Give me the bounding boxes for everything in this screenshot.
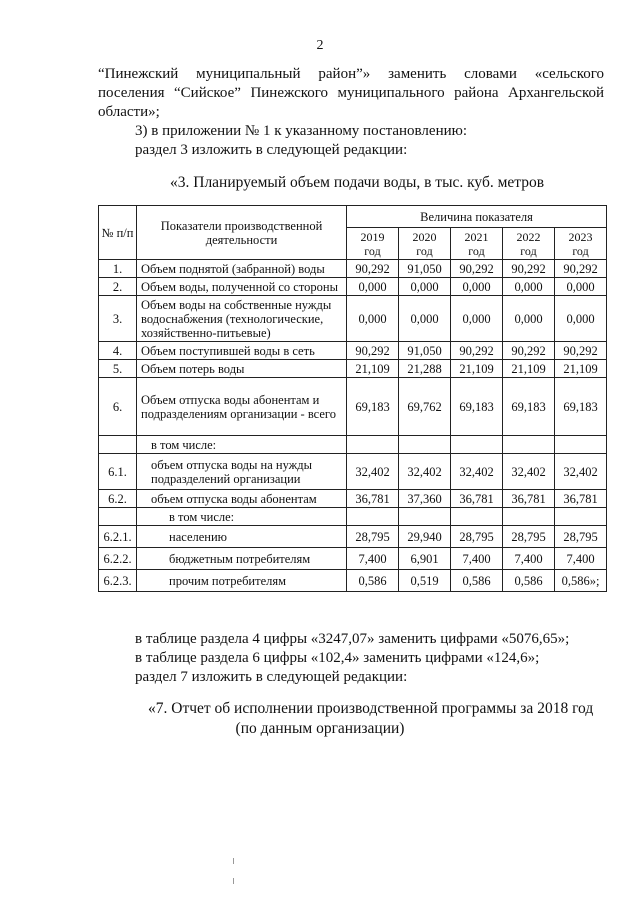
header-indicators bbox=[137, 206, 347, 260]
after-line-2: в таблице раздела 6 цифры «102,4» заменить цифрами «124,6»; bbox=[135, 650, 540, 666]
row-value: 69,183 bbox=[451, 378, 503, 436]
row-num: 6. bbox=[99, 378, 137, 436]
table-row bbox=[99, 570, 607, 592]
row-value: 90,292 bbox=[347, 260, 399, 278]
row-label: Объем потерь воды bbox=[137, 360, 347, 378]
table-row bbox=[99, 296, 607, 342]
row-value: 0,000 bbox=[399, 278, 451, 296]
row-label: Объем воды, полученной со стороны bbox=[137, 278, 347, 296]
row-value: 0,000 bbox=[555, 278, 607, 296]
row-label: населению bbox=[137, 526, 347, 548]
row-value bbox=[451, 508, 503, 526]
row-label: объем отпуска воды на нужды подразделений организации bbox=[137, 454, 347, 490]
header-value: Величина показателя bbox=[347, 206, 607, 228]
year-unit: год bbox=[416, 243, 433, 258]
row-value: 37,360 bbox=[399, 490, 451, 508]
row-value bbox=[451, 436, 503, 454]
row-value: 69,183 bbox=[503, 378, 555, 436]
row-num: 2. bbox=[99, 278, 137, 296]
row-value: 90,292 bbox=[451, 260, 503, 278]
row-value: 36,781 bbox=[451, 490, 503, 508]
row-value: 69,762 bbox=[399, 378, 451, 436]
row-value: 0,000 bbox=[451, 296, 503, 342]
scan-speck bbox=[233, 858, 234, 864]
year-unit: год bbox=[520, 243, 537, 258]
row-value: 0,000 bbox=[399, 296, 451, 342]
table-row bbox=[99, 342, 607, 360]
row-value bbox=[555, 436, 607, 454]
year-unit: год bbox=[572, 243, 589, 258]
row-value bbox=[347, 508, 399, 526]
row-value: 0,586»; bbox=[555, 570, 607, 592]
row-value: 7,400 bbox=[555, 548, 607, 570]
row-value: 0,000 bbox=[503, 278, 555, 296]
year-number: 2023 bbox=[568, 229, 593, 244]
row-value: 36,781 bbox=[347, 490, 399, 508]
row-value: 29,940 bbox=[399, 526, 451, 548]
row-value: 0,519 bbox=[399, 570, 451, 592]
row-value: 28,795 bbox=[451, 526, 503, 548]
table-row bbox=[99, 360, 607, 378]
row-value bbox=[555, 508, 607, 526]
row-label: бюджетным потребителям bbox=[137, 548, 347, 570]
table-row bbox=[99, 436, 607, 454]
row-value bbox=[347, 436, 399, 454]
row-value: 32,402 bbox=[399, 454, 451, 490]
row-num: 6.2.2. bbox=[99, 548, 137, 570]
row-label: Объем поднятой (забранной) воды bbox=[137, 260, 347, 278]
row-value: 91,050 bbox=[399, 260, 451, 278]
row-value: 32,402 bbox=[451, 454, 503, 490]
row-label: объем отпуска воды абонентам bbox=[137, 490, 347, 508]
row-value: 21,109 bbox=[503, 360, 555, 378]
table-row bbox=[99, 508, 607, 526]
intro-line-2: поселения “Сийское” Пинежского муниципального района Архангельской bbox=[98, 85, 604, 101]
row-value: 21,109 bbox=[451, 360, 503, 378]
row-num: 6.2. bbox=[99, 490, 137, 508]
row-value: 69,183 bbox=[347, 378, 399, 436]
row-num: 4. bbox=[99, 342, 137, 360]
scan-speck bbox=[233, 878, 234, 884]
row-value: 0,586 bbox=[451, 570, 503, 592]
page-number: 2 bbox=[316, 38, 324, 53]
row-value: 90,292 bbox=[503, 342, 555, 360]
table-row bbox=[99, 490, 607, 508]
row-value: 0,000 bbox=[555, 296, 607, 342]
table-row bbox=[99, 260, 607, 278]
water-volume-table bbox=[98, 205, 607, 592]
header-year bbox=[503, 228, 555, 260]
row-label: Объем воды на собственные нужды водоснабжения (технологические, хозяйственно-питьевые) bbox=[137, 296, 347, 342]
row-label: в том числе: bbox=[137, 436, 347, 454]
row-value bbox=[503, 508, 555, 526]
row-value: 91,050 bbox=[399, 342, 451, 360]
row-value: 32,402 bbox=[555, 454, 607, 490]
after-line-1: в таблице раздела 4 цифры «3247,07» заменить цифрами «5076,65»; bbox=[135, 631, 570, 647]
intro-line-3: области»; bbox=[98, 104, 160, 120]
row-value: 21,288 bbox=[399, 360, 451, 378]
item3-line-2: раздел 3 изложить в следующей редакции: bbox=[135, 142, 408, 158]
header-num bbox=[99, 206, 137, 260]
intro-line-1: “Пинежский муниципальный район”» заменить словами «сельского bbox=[98, 66, 604, 82]
year-number: 2022 bbox=[516, 229, 541, 244]
row-label: в том числе: bbox=[137, 508, 347, 526]
header-year bbox=[347, 228, 399, 260]
row-num: 3. bbox=[99, 296, 137, 342]
row-num bbox=[99, 436, 137, 454]
table-row bbox=[99, 378, 607, 436]
row-value: 6,901 bbox=[399, 548, 451, 570]
row-label: Объем поступившей воды в сеть bbox=[137, 342, 347, 360]
header-num-text: № п/п bbox=[101, 225, 134, 240]
row-label: прочим потребителям bbox=[137, 570, 347, 592]
row-value: 7,400 bbox=[451, 548, 503, 570]
item3-line-1: 3) в приложении № 1 к указанному постановлению: bbox=[135, 123, 467, 139]
year-unit: год bbox=[364, 243, 381, 258]
row-value: 28,795 bbox=[555, 526, 607, 548]
row-value: 90,292 bbox=[451, 342, 503, 360]
row-num: 1. bbox=[99, 260, 137, 278]
row-value bbox=[399, 436, 451, 454]
row-value: 90,292 bbox=[555, 342, 607, 360]
year-number: 2021 bbox=[464, 229, 489, 244]
row-value: 0,000 bbox=[347, 278, 399, 296]
row-value: 69,183 bbox=[555, 378, 607, 436]
section7-title: «7. Отчет об исполнении производственной программы за 2018 год bbox=[148, 700, 594, 717]
row-value bbox=[399, 508, 451, 526]
row-num: 5. bbox=[99, 360, 137, 378]
header-year bbox=[399, 228, 451, 260]
row-value: 90,292 bbox=[347, 342, 399, 360]
row-value: 36,781 bbox=[555, 490, 607, 508]
year-unit: год bbox=[468, 243, 485, 258]
row-value: 28,795 bbox=[503, 526, 555, 548]
table-row bbox=[99, 526, 607, 548]
table-row bbox=[99, 278, 607, 296]
after-line-3: раздел 7 изложить в следующей редакции: bbox=[135, 669, 408, 685]
row-value: 28,795 bbox=[347, 526, 399, 548]
row-value: 90,292 bbox=[555, 260, 607, 278]
row-value bbox=[503, 436, 555, 454]
row-value: 32,402 bbox=[347, 454, 399, 490]
table-row bbox=[99, 548, 607, 570]
row-value: 0,586 bbox=[347, 570, 399, 592]
section3-title: «3. Планируемый объем подачи воды, в тыс. куб. метров bbox=[170, 174, 545, 191]
row-value: 90,292 bbox=[503, 260, 555, 278]
row-value: 0,000 bbox=[503, 296, 555, 342]
section7-subtitle: (по данным организации) bbox=[235, 720, 405, 737]
header-year bbox=[451, 228, 503, 260]
row-value: 7,400 bbox=[347, 548, 399, 570]
row-value: 21,109 bbox=[347, 360, 399, 378]
table-row bbox=[99, 454, 607, 490]
row-label: Объем отпуска воды абонентам и подразделениям организации - всего bbox=[137, 378, 347, 436]
row-value: 0,000 bbox=[451, 278, 503, 296]
row-num: 6.2.1. bbox=[99, 526, 137, 548]
year-number: 2019 bbox=[360, 229, 385, 244]
row-value: 7,400 bbox=[503, 548, 555, 570]
header-year bbox=[555, 228, 607, 260]
year-number: 2020 bbox=[412, 229, 437, 244]
header-indicators-text: Показатели производственной деятельности bbox=[160, 218, 323, 247]
row-value: 0,586 bbox=[503, 570, 555, 592]
row-value: 36,781 bbox=[503, 490, 555, 508]
row-value: 0,000 bbox=[347, 296, 399, 342]
row-num bbox=[99, 508, 137, 526]
row-value: 21,109 bbox=[555, 360, 607, 378]
row-num: 6.2.3. bbox=[99, 570, 137, 592]
row-num: 6.1. bbox=[99, 454, 137, 490]
row-value: 32,402 bbox=[503, 454, 555, 490]
